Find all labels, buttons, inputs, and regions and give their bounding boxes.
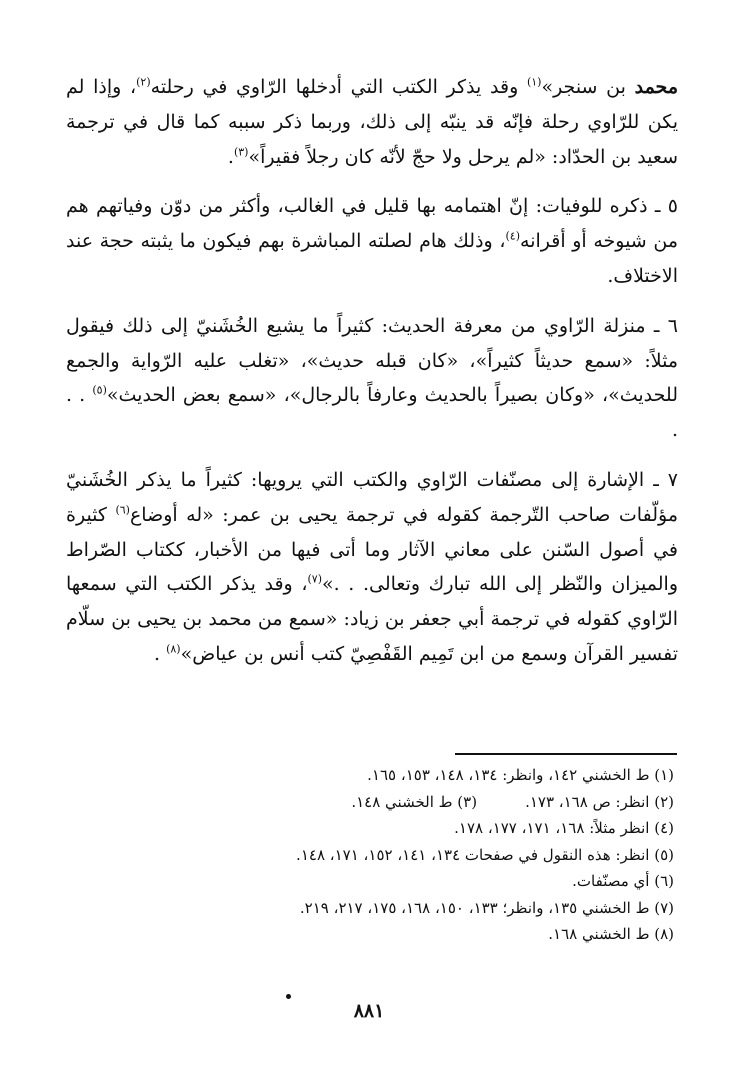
- footnote-7: (٧) ط الخشني ١٣٥، وانظر؛ ١٣٣، ١٥٠، ١٦٨، ١٧٥، ٢١٧، ٢١٩.: [299, 898, 674, 917]
- paragraph-3: [66, 309, 678, 448]
- text-run: كثيراً ما يشيع الخُشَنيّ إلى ذلك فيقول مثلاً: «سمع حديثاً كثيراً»، «كان قبله حديث»، «تغلب عليه الرّواية والجمع للحديث»، «وكان بصيراً بالحديث وعارفاً بالرجال»، «سمع بعض الحديث»: [66, 314, 678, 407]
- section-heading-6: ٦ ـ منزلة الرّاوي من معرفة الحديث:: [381, 314, 678, 337]
- footnote-row-2-3: [214, 789, 674, 816]
- footnote-6: (٦) أي مصنّفات.: [572, 872, 674, 890]
- footnote-ref-2: (٢): [136, 75, 151, 89]
- name-bold: محمد: [634, 76, 678, 98]
- text-run: كثيرة في أصول السّنن على معاني الآثار وما أتى فيها من الأخبار، ككتاب الصّراط والميزان والنّظر إلى الله تبارك وتعالى. . .»: [66, 503, 678, 596]
- text-run: وقد يذكر الكتب التي أدخلها الرّاوي في رحلته: [150, 76, 527, 98]
- footnote-ref-4: (٤): [505, 229, 521, 243]
- footnote-5: (٥) انظر: هذه النقول في صفحات ١٣٤، ١٤١، ١٥٢، ١٧١، ١٤٨.: [296, 845, 674, 864]
- footnote-3: (٣) ط الخشني ١٤٨.: [351, 792, 478, 811]
- footnote-ref-6: (٦): [115, 503, 130, 517]
- section-heading-5: ٥ ـ ذكره للوفيات:: [535, 195, 678, 218]
- footnote-ref-7: (٧): [307, 573, 323, 587]
- text-run: كثيراً ما يذكر الخُشَنيّ مؤلّفات صاحب التّرجمة كقوله في ترجمة يحيى بن عمر: «له أوضاع: [66, 468, 678, 526]
- footnote-2: (٢) انظر: ص ١٦٨، ١٧٣.: [525, 792, 674, 811]
- footnote-ref-5: (٥): [92, 384, 107, 398]
- footnote-1: (١) ط الخشني ١٤٢، وانظر: ١٣٤، ١٤٨، ١٥٣، ١٦٥.: [367, 766, 674, 784]
- footnote-ref-3: (٣): [233, 145, 249, 159]
- footnote-ref-1: (١): [526, 75, 542, 89]
- section-heading-7: ٧ ـ الإشارة إلى مصنّفات الرّاوي والكتب التي يرويها:: [250, 468, 678, 491]
- paragraph-4: [66, 463, 678, 672]
- text-run: ، وذلك هام لصلته المباشرة بهم فيكون ما يثبته حجة عند الاختلاف.: [66, 230, 678, 287]
- footnote-4: (٤) انظر مثلاً: ١٦٨، ١٧١، ١٧٧، ١٧٨.: [454, 819, 674, 837]
- main-text: [66, 70, 678, 672]
- footnote-ref-8: (٨): [166, 642, 181, 656]
- footnotes: [214, 762, 674, 948]
- text-run: .: [227, 145, 234, 168]
- page-number: ٨٨١: [353, 1000, 385, 1022]
- text-run: .: [153, 642, 167, 665]
- text-run: إنّ اهتمامه بها قليل في الغالب، وأكثر من دوّن وفياتهم هم من شيوخه أو أقرانه: [66, 195, 678, 253]
- ink-dot: [286, 994, 291, 999]
- text-run: ، وقد يذكر الكتب التي سمعها الرّاوي كقوله في ترجمة أبي جعفر بن زياد: «سمع من محمد بن يحيى بن سلّام تفسير القرآن وسمع من ابن تَمِيم القَفْصِيّ كتب أنس بن عياض»: [66, 573, 678, 665]
- text-run: ، وإذا لم يكن للرّاوي رحلة فإنّه قد ينبّه إلى ذلك، وربما ذكر سببه كما قال في ترجمة سعيد بن الحدّاد: «لم يرحل ولا حجّ لأنّه كان رجلاً فقيراً»: [66, 76, 678, 168]
- footnote-divider: [455, 753, 677, 755]
- paragraph-2: [66, 189, 678, 293]
- text-run: . . .: [66, 384, 678, 442]
- text-run: بن سنجر»: [541, 76, 635, 98]
- paragraph-1: [66, 70, 678, 174]
- footnote-8: (٨) ط الخشني ١٦٨.: [548, 925, 674, 943]
